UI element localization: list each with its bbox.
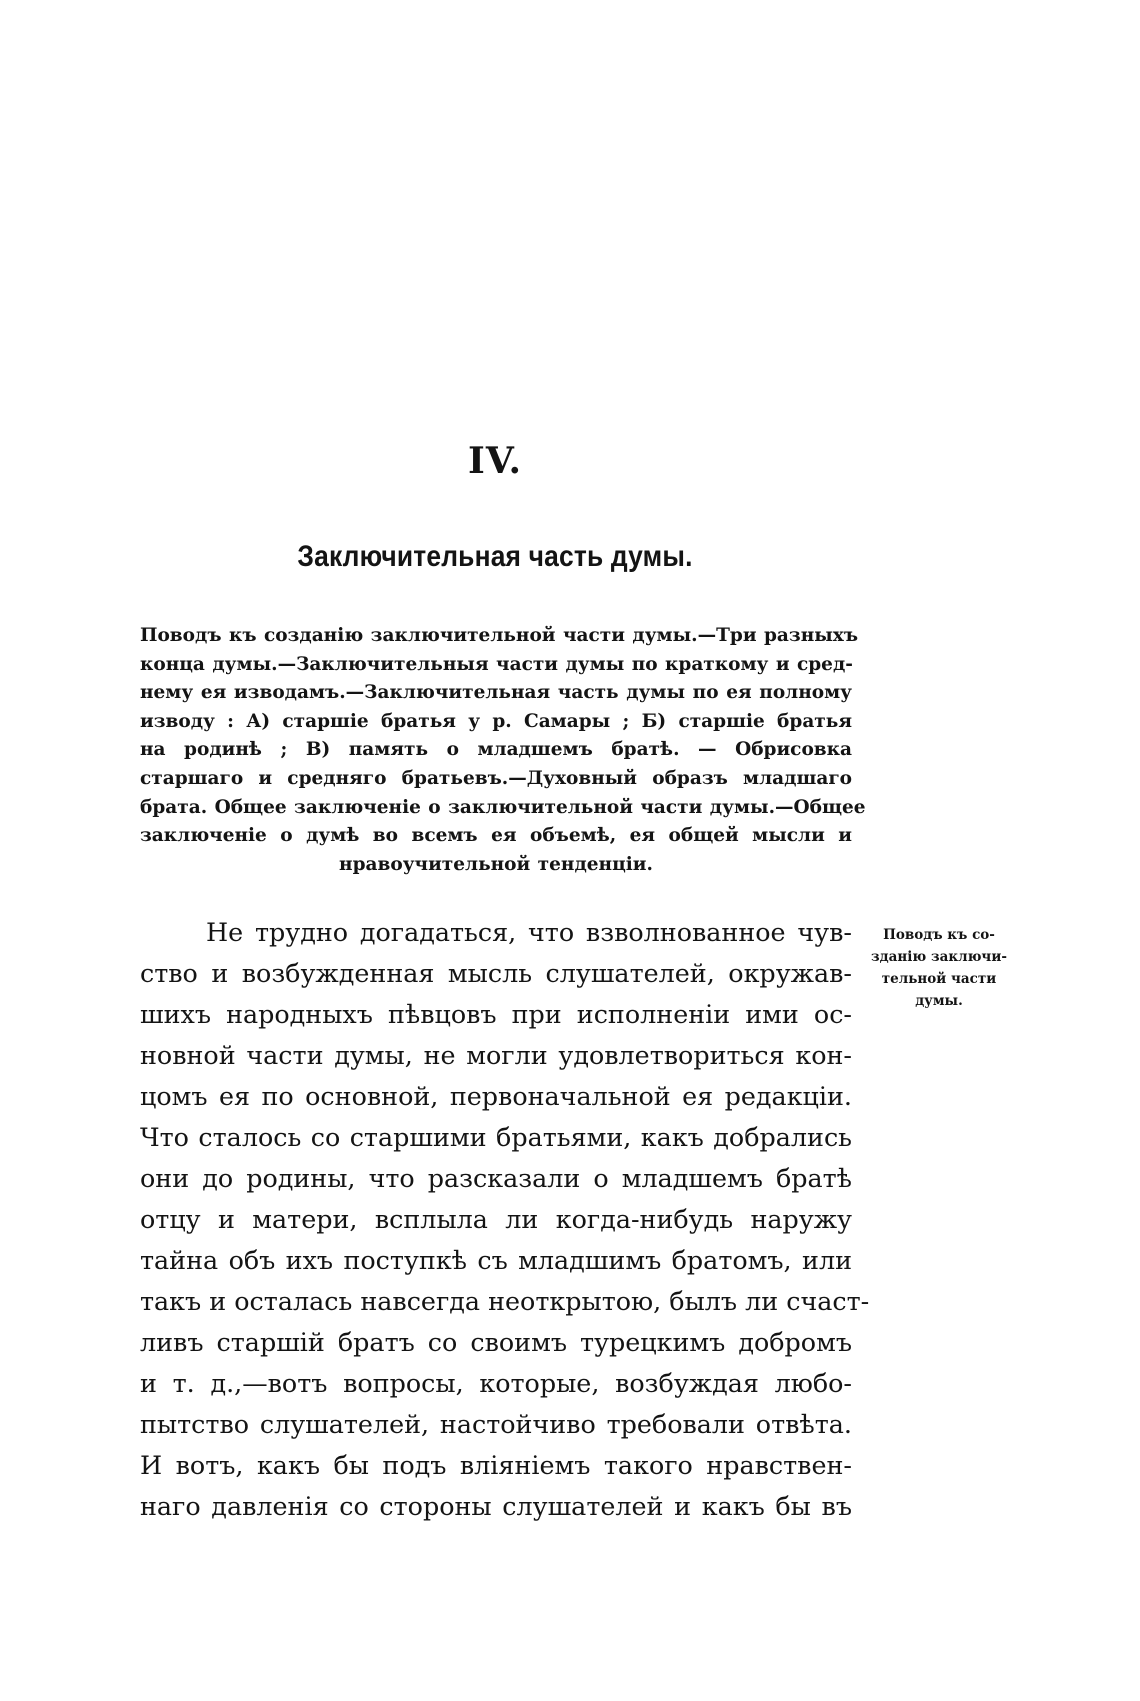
body-line: тайна объ ихъ поступкѣ съ младшимъ братомъ, или <box>140 1245 852 1275</box>
summary-line: старшаго и средняго братьевъ.—Духовный образъ младшаго <box>140 767 852 789</box>
body-paragraph <box>140 912 870 1527</box>
body-line: наго давленія со стороны слушателей и какъ бы въ <box>140 1491 852 1521</box>
body-line: Что сталось со старшими братьями, какъ добрались <box>140 1122 852 1152</box>
summary-line: нему ея изводамъ.—Заключительная часть думы по ея полному <box>140 682 852 704</box>
margin-note <box>866 924 1012 1012</box>
body-line: пытство слушателей, настойчиво требовали отвѣта. <box>140 1409 852 1439</box>
margin-note-line: думы. <box>915 993 963 1009</box>
margin-note-line: Поводъ къ со- <box>883 927 995 943</box>
body-line: отцу и матери, всплыла ли когда-нибудь наружу <box>140 1204 852 1234</box>
summary-line: заключеніе о думѣ во всемъ ея объемѣ, ея общей мысли и <box>140 825 852 847</box>
summary-line: на родинѣ ; В) память о младшемъ братѣ. — Обрисовка <box>140 739 852 761</box>
summary-line: брата. Общее заключеніе о заключительной части думы.—Общее <box>140 796 866 818</box>
body-line: шихъ народныхъ пѣвцовъ при исполненіи ими ос- <box>140 999 852 1029</box>
body-line: цомъ ея по основной, первоначальной ея редакціи. <box>140 1081 852 1111</box>
margin-note-line: тельной части <box>881 971 997 987</box>
summary-line: изводу : А) старшіе братья у р. Самары ; Б) старшіе братья <box>140 710 852 732</box>
margin-note-line: зданію заключи- <box>871 949 1007 965</box>
body-line: такъ и осталась навсегда неоткрытою, былъ ли счаст- <box>140 1286 870 1316</box>
body-line: ство и возбужденная мысль слушателей, окружав- <box>140 958 852 988</box>
body-line: они до родины, что разсказали о младшемъ братѣ <box>140 1163 852 1193</box>
body-line: новной части думы, не могли удовлетвориться кон- <box>140 1040 852 1070</box>
chapter-number: IV. <box>467 440 522 482</box>
summary-line: конца думы.—Заключительныя части думы по краткому и сред- <box>140 653 853 675</box>
chapter-summary <box>140 622 866 879</box>
body-line: И вотъ, какъ бы подъ вліяніемъ такого нравствен- <box>140 1450 852 1480</box>
summary-line: нравоучительной тенденціи. <box>339 853 653 875</box>
body-line: ливъ старшій братъ со своимъ турецкимъ добромъ <box>140 1327 852 1357</box>
summary-line: Поводъ къ созданію заключительной части думы.—Три разныхъ <box>140 625 859 646</box>
chapter-title: Заключительная часть думы. <box>297 540 693 573</box>
body-line: Не трудно догадаться, что взволнованное чув- <box>206 917 852 947</box>
body-line: и т. д.,—вотъ вопросы, которые, возбуждая любо- <box>140 1368 852 1398</box>
